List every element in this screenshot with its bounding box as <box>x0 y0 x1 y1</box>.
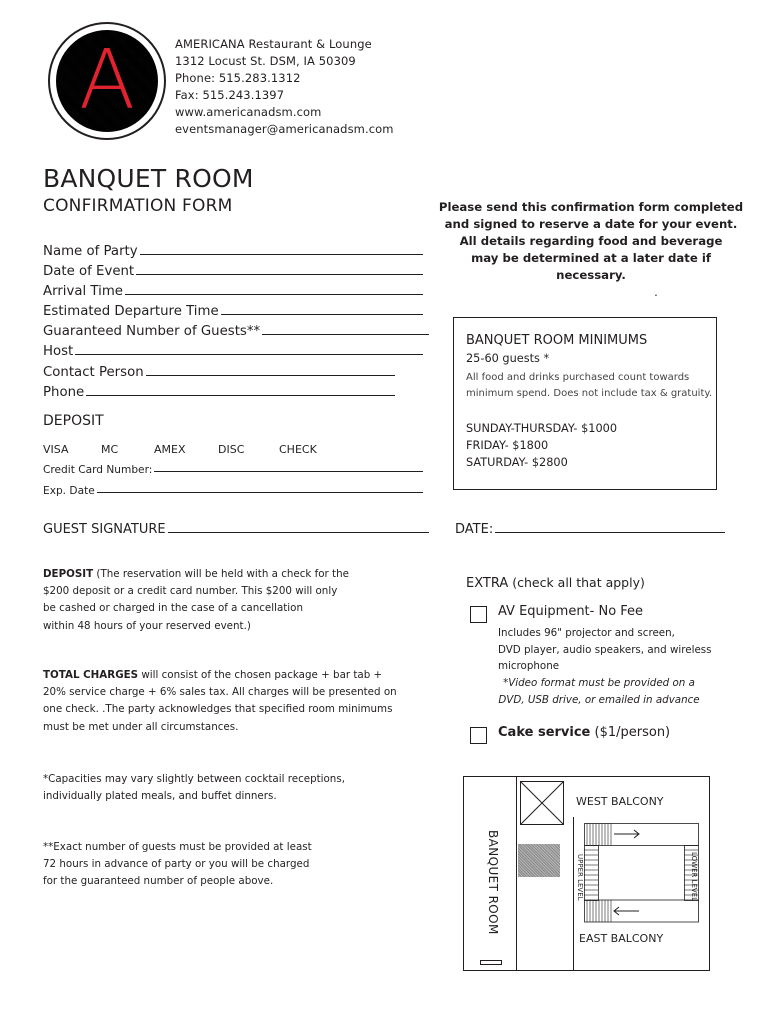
banquet-room-label-wrap <box>473 822 513 942</box>
fill-line[interactable] <box>146 375 395 376</box>
fill-line[interactable] <box>262 334 429 335</box>
terms-line: 20% service charge + 6% sales tax. All charges will be presented on <box>43 686 397 699</box>
av-equipment-label: AV Equipment- No Fee <box>498 604 644 619</box>
guest-signature-field[interactable] <box>43 517 429 537</box>
form-subtitle: CONFIRMATION FORM <box>43 196 233 216</box>
instructions-note <box>438 199 744 301</box>
cake-service-checkbox[interactable] <box>470 727 487 744</box>
field-arrival-time[interactable] <box>43 279 423 299</box>
logo-letter: A <box>78 33 136 128</box>
field-contact-person[interactable] <box>43 360 395 380</box>
logo-emblem <box>56 30 158 132</box>
field-phone[interactable] <box>43 380 395 400</box>
fax-number: Fax: 515.243.1397 <box>175 88 285 102</box>
method-check[interactable]: CHECK <box>279 443 317 456</box>
guest-count-note <box>43 839 438 891</box>
fill-line[interactable] <box>86 395 395 396</box>
price-sun-thu: SUNDAY-THURSDAY- $1000 <box>466 422 618 435</box>
desc-line: All food and drinks purchased count towards <box>466 372 690 383</box>
minimums-box <box>453 317 717 490</box>
floor-plan <box>463 776 710 971</box>
column-block <box>520 781 564 825</box>
price-fri: FRIDAY- $1800 <box>466 439 549 452</box>
fill-line[interactable] <box>495 532 725 533</box>
contact-block <box>175 36 394 138</box>
email: eventsmanager@americanadsm.com <box>175 122 394 136</box>
deposit-heading: DEPOSIT <box>43 413 104 429</box>
banquet-room-label: BANQUET ROOM <box>486 829 500 935</box>
lower-level-label: LOWER LEVEL <box>690 852 698 902</box>
date-field[interactable] <box>455 517 725 537</box>
note-line: DVD, USB drive, or emailed in advance <box>498 694 700 706</box>
note-line: individually plated meals, and buffet dinners. <box>43 790 277 803</box>
minimums-heading: BANQUET ROOM MINIMUMS <box>466 333 648 348</box>
desc-line: DVD player, audio speakers, and wireless <box>498 643 712 656</box>
field-label: Exp. Date <box>43 485 95 497</box>
capacity-note <box>43 771 438 805</box>
field-label: Date of Event <box>43 264 135 279</box>
terms-line: one check. .The party acknowledges that specified room minimums <box>43 703 393 716</box>
website: www.americanadsm.com <box>175 105 322 119</box>
deposit-terms <box>43 566 423 635</box>
terms-line: be cashed or charged in the case of a cancellation <box>43 602 303 615</box>
east-balcony-label: EAST BALCONY <box>579 932 664 945</box>
west-balcony-label: WEST BALCONY <box>576 795 664 808</box>
phone-number: Phone: 515.283.1312 <box>175 71 301 85</box>
form-title: BANQUET ROOM <box>43 164 254 193</box>
method-mc[interactable]: MC <box>101 443 119 456</box>
minimums-description <box>466 370 712 402</box>
deposit-bold: DEPOSIT <box>43 568 94 580</box>
fill-line[interactable] <box>154 471 423 472</box>
desc-line: Includes 96" projector and screen, <box>498 627 675 639</box>
note-dot: . <box>654 285 658 299</box>
note-line: All details regarding food and beverage <box>459 234 723 248</box>
cake-price: ($1/person) <box>590 725 671 740</box>
field-label: Arrival Time <box>43 284 123 299</box>
door-mark <box>480 960 502 965</box>
extra-sub: (check all that apply) <box>508 575 645 590</box>
av-equipment-checkbox[interactable] <box>470 606 487 623</box>
fill-line[interactable] <box>168 532 429 533</box>
terms-line: $200 deposit or a credit card number. This $200 will only <box>43 585 338 598</box>
address: 1312 Locust St. DSM, IA 50309 <box>175 54 356 68</box>
restaurant-name: AMERICANA Restaurant & Lounge <box>175 37 372 51</box>
field-exp-date[interactable] <box>43 477 423 497</box>
field-date-of-event[interactable] <box>43 259 423 279</box>
minimums-pricing <box>466 420 617 471</box>
terms-line: within 48 hours of your reserved event.) <box>43 619 251 632</box>
method-visa[interactable]: VISA <box>43 443 69 456</box>
field-label: Contact Person <box>43 365 144 380</box>
price-sat: SATURDAY- $2800 <box>466 456 568 469</box>
charges-bold: TOTAL CHARGES <box>43 669 139 681</box>
desc-line: microphone <box>498 660 560 673</box>
cake-service-label <box>498 725 670 740</box>
field-label: Guaranteed Number of Guests** <box>43 324 261 339</box>
americana-logo <box>48 22 166 140</box>
fill-line[interactable] <box>221 314 423 315</box>
charges-terms <box>43 667 438 736</box>
note-line: and signed to reserve a date for your event. <box>444 217 738 231</box>
fill-line[interactable] <box>125 294 423 295</box>
lower-level-wrap <box>682 837 706 917</box>
extra-heading <box>466 575 645 591</box>
field-guaranteed-guests[interactable] <box>43 319 429 339</box>
note-line: **Exact number of guests must be provided at least <box>43 841 312 853</box>
field-host[interactable] <box>43 339 423 359</box>
field-label: Phone <box>43 385 85 400</box>
field-departure-time[interactable] <box>43 299 423 319</box>
desc-line: minimum spend. Does not include tax & gratuity. <box>466 388 713 399</box>
note-line: 72 hours in advance of party or you will be charged <box>43 858 310 871</box>
method-disc[interactable]: DISC <box>218 443 245 456</box>
field-label: Estimated Departure Time <box>43 304 219 319</box>
terms-line: (The reservation will be held with a check for the <box>93 568 349 580</box>
note-line: *Video format must be provided on a <box>503 677 695 689</box>
date-label: DATE: <box>455 522 494 537</box>
field-credit-card[interactable] <box>43 456 423 476</box>
fill-line[interactable] <box>97 492 423 493</box>
field-label: Credit Card Number: <box>43 464 153 476</box>
fill-line[interactable] <box>140 254 423 255</box>
minimums-guests: 25-60 guests * <box>466 352 550 365</box>
note-line: may be determined at a later date if necessary. <box>471 251 711 282</box>
field-label: Name of Party <box>43 244 138 259</box>
field-label: Host <box>43 344 74 359</box>
upper-level-label: UPPER LEVEL <box>576 853 584 901</box>
terms-line: will consist of the chosen package + bar tab + <box>138 669 383 681</box>
banquet-divider <box>516 777 517 970</box>
note-line: for the guaranteed number of people above. <box>43 875 274 888</box>
note-line: Please send this confirmation form completed <box>438 200 744 214</box>
fill-line[interactable] <box>75 354 423 355</box>
cake-bold: Cake service <box>498 725 591 740</box>
field-name-of-party[interactable] <box>43 239 423 259</box>
av-format-note <box>494 675 704 709</box>
stairs-block <box>518 844 560 877</box>
av-description <box>498 625 712 675</box>
terms-line: must be met under all circumstances. <box>43 720 239 733</box>
method-amex[interactable]: AMEX <box>154 443 186 456</box>
signature-label: GUEST SIGNATURE <box>43 522 166 537</box>
note-line: *Capacities may vary slightly between cocktail receptions, <box>43 773 345 785</box>
extra-bold: EXTRA <box>466 576 509 591</box>
fill-line[interactable] <box>136 274 423 275</box>
